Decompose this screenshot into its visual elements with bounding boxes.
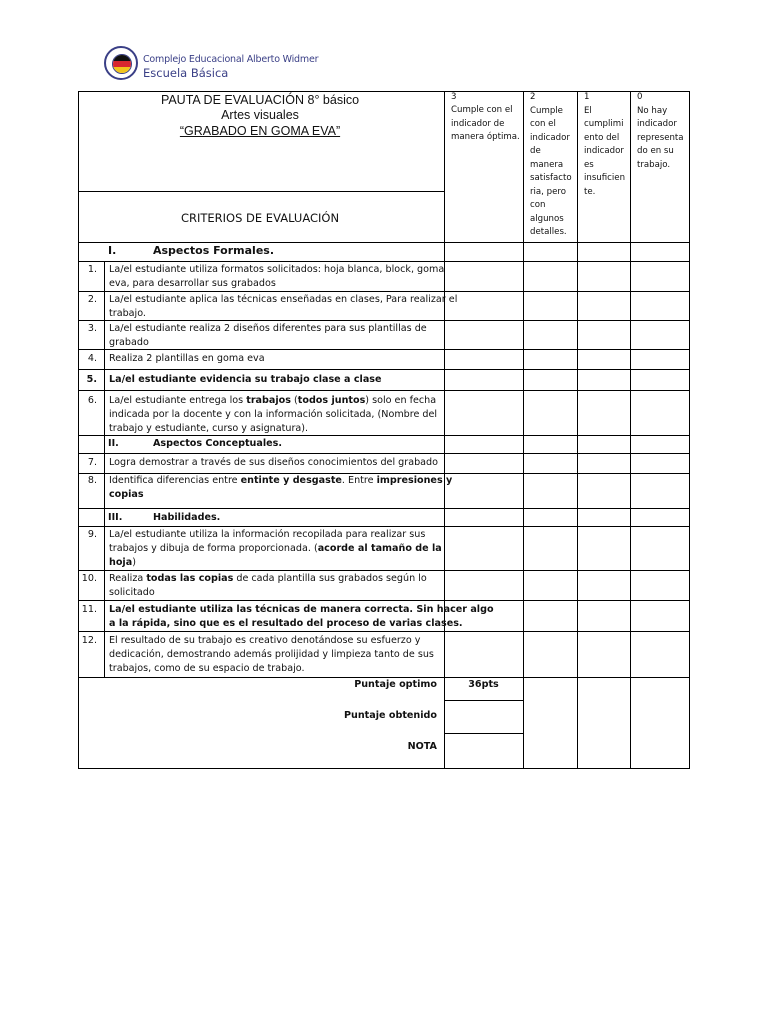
score-optimal-value: 36pts <box>468 679 499 690</box>
item-9-text-3: hoja) <box>109 557 136 568</box>
score-obtained-label: Puntaje obtenido <box>343 710 437 721</box>
scale-1-desc-5: es <box>584 159 594 170</box>
scale-0-score: 0 <box>637 92 643 102</box>
item-11-text-2: a la rápida, sino que es el resultado del proceso de varias clases. <box>109 618 463 629</box>
scale-2-desc-10: detalles. <box>530 227 567 237</box>
item-2-text-2: trabajo. <box>109 308 146 319</box>
section-1-title: Aspectos Formales. <box>153 244 274 257</box>
flag-emblem-icon <box>112 54 132 74</box>
scale-2-desc-3: indicador <box>530 132 570 143</box>
section-2-number: II. <box>108 438 119 449</box>
item-9-text-2: trabajos y dibuja de forma proporcionada. (acorde al tamaño de la <box>109 543 442 554</box>
item-12-number: 12. <box>81 635 97 646</box>
scale-0-desc-1: No hay <box>637 105 668 116</box>
item-5-text-1: La/el estudiante evidencia su trabajo clase a clase <box>109 374 382 385</box>
item-10-text-1: Realiza todas las copias de cada plantilla sus grabados según lo <box>109 573 427 584</box>
scale-2-desc-1: Cumple <box>530 105 563 116</box>
score-optimal-label: Puntaje optimo <box>354 679 437 690</box>
section-3-number: III. <box>108 512 123 523</box>
scale-2-desc-2: con el <box>530 119 556 129</box>
item-12-text-1: El resultado de su trabajo es creativo denotándose su esfuerzo y <box>109 635 421 646</box>
item-10-text-2: solicitado <box>109 587 155 598</box>
item-9-text-1: La/el estudiante utiliza la información recopilada para realizar sus <box>109 529 426 540</box>
item-1-text-1: La/el estudiante utiliza formatos solicitados: hoja blanca, block, goma <box>109 264 445 275</box>
item-12-text-2: dedicación, demostrando además prolijidad y limpieza tanto de sus <box>109 649 434 660</box>
scale-0-desc-2: indicador <box>637 119 677 129</box>
item-3-text-2: grabado <box>109 337 149 348</box>
item-7-number: 7. <box>87 457 97 468</box>
item-8-text-1: Identifica diferencias entre entinte y desgaste. Entre impresiones y <box>109 475 453 486</box>
item-6-text-2: indicada por la docente y con la información solicitada, (Nombre del <box>109 409 438 420</box>
item-3-text-1: La/el estudiante realiza 2 diseños diferentes para sus plantillas de <box>109 323 427 334</box>
doc-title: PAUTA DE EVALUACIÓN 8° básico <box>160 93 360 107</box>
item-3-number: 3. <box>87 323 97 334</box>
scale-0-desc-3: representa <box>637 132 684 143</box>
scale-2-desc-9: algunos <box>530 213 564 224</box>
item-6-text-3: trabajo y estudiante, curso y asignatura). <box>109 423 309 434</box>
scale-2-desc-4: de <box>530 146 541 156</box>
item-5-number: 5. <box>86 374 97 385</box>
scale-1-desc-7: te. <box>584 186 596 197</box>
school-name: Complejo Educacional Alberto Widmer <box>143 54 319 65</box>
item-1-text-2: eva, para desarrollar sus grabados <box>109 278 276 289</box>
item-6-number: 6. <box>87 395 97 406</box>
school-subtitle: Escuela Básica <box>143 66 229 80</box>
scale-1-desc-1: El <box>584 105 592 116</box>
scale-2-desc-8: con <box>530 200 546 210</box>
item-2-text-1: La/el estudiante aplica las técnicas enseñadas en clases, Para realizar el <box>109 294 458 305</box>
item-11-text-1: La/el estudiante utiliza las técnicas de manera correcta. Sin hacer algo <box>109 604 494 615</box>
item-4-number: 4. <box>87 353 97 364</box>
school-logo <box>104 46 138 80</box>
section-3-title: Habilidades. <box>153 512 221 523</box>
item-1-number: 1. <box>87 264 97 275</box>
item-8-text-2: copias <box>109 489 144 500</box>
scale-3-score: 3 <box>451 92 457 102</box>
item-10-number: 10. <box>81 573 97 584</box>
item-6-text-1: La/el estudiante entrega los trabajos (todos juntos) solo en fecha <box>109 395 437 406</box>
section-1-number: I. <box>108 244 117 257</box>
section-2-title: Aspectos Conceptuales. <box>153 438 282 449</box>
scale-1-desc-3: ento del <box>584 132 620 143</box>
doc-project: “GRABADO EN GOMA EVA” <box>179 124 341 138</box>
item-9-number: 9. <box>87 529 97 540</box>
scale-2-score: 2 <box>530 92 536 102</box>
item-2-number: 2. <box>87 294 97 305</box>
item-8-number: 8. <box>87 475 97 486</box>
scale-1-desc-6: insuficien <box>584 173 626 183</box>
scale-0-desc-5: trabajo. <box>637 159 671 170</box>
scale-0-desc-4: do en su <box>637 146 674 156</box>
item-7-text-1: Logra demostrar a través de sus diseños conocimientos del grabado <box>109 457 439 468</box>
scale-2-desc-7: ria, pero <box>530 186 566 197</box>
scale-2-desc-6: satisfacto <box>530 173 572 183</box>
grade-label: NOTA <box>407 741 437 752</box>
doc-subject: Artes visuales <box>221 108 299 122</box>
scale-1-desc-4: indicador <box>584 146 624 156</box>
scale-1-score: 1 <box>584 92 590 102</box>
scale-2-desc-5: manera <box>530 159 564 170</box>
scale-3-desc-3: manera óptima. <box>451 132 520 142</box>
scale-3-desc-2: indicador de <box>451 118 505 129</box>
item-4-text-1: Realiza 2 plantillas en goma eva <box>109 353 265 364</box>
criteria-heading: CRITERIOS DE EVALUACIÓN <box>180 211 340 225</box>
scale-1-desc-2: cumplimi <box>584 119 624 129</box>
item-11-number: 11. <box>81 604 97 615</box>
scale-3-desc-1: Cumple con el <box>451 105 513 115</box>
item-12-text-3: trabajos, como de su espacio de trabajo. <box>109 663 305 674</box>
